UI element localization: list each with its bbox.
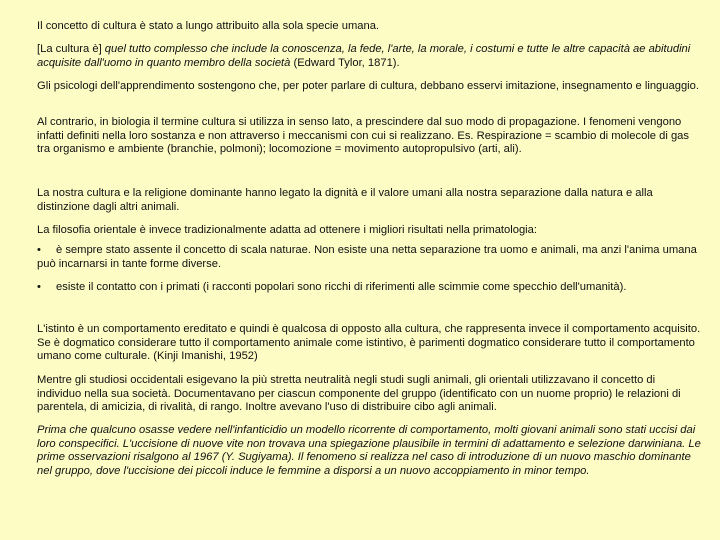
bullet-text: esiste il contatto con i primati (i racconti popolari sono ricchi di riferimenti alle scimmie come specchio dell'umanità). [56,281,627,293]
bullet-icon: • [37,281,41,293]
paragraph-infanticide: Prima che qualcuno osasse vedere nell'infanticidio un modello ricorrente di comportamento, molti giovani animali sono stati uccisi dai loro conspecifici. L'uccisione di nuove vite non trovava una spiegazione plausibile in termini di adattamento e selezione darwiniana. Le prime osservazioni risalgono al 1967 (Y. Sugiyama). Il fenomeno si realizza nel caso di introduzione di un nuovo maschio dominante nel gruppo, dove l'uccisione dei piccoli induce le femmine a disporsi a un nuovo accoppiamento in minor tempo. [37,424,701,477]
tylor-definition: quel tutto complesso che include la conoscenza, la fede, l'arte, la morale, i costumi e tutte le altre capacità ae abitudini acquisite dall'uomo in quanto membro della società [37,43,691,69]
bullet-text: è sempre stato assente il concetto di scala naturae. Non esiste una netta separazione tra uomo e animali, ma anzi l'anima umana può incarnarsi in tante forme diverse. [37,244,697,270]
paragraph-intro: Il concetto di cultura è stato a lungo attribuito alla sola specie umana. [37,20,380,32]
bullet-item-scala-naturae [37,244,701,271]
paragraph-our-culture: La nostra cultura e la religione dominante hanno legato la dignità e il valore umani alla nostra separazione dalla natura e alla distinzione dagli altri animali. [37,187,653,213]
bullet-icon: • [37,244,41,256]
paragraph-tylor-quote [37,43,701,70]
bullet-item-primate-contact [37,281,701,295]
paragraph-instinct: L'istinto è un comportamento ereditato e quindi è qualcosa di opposto alla cultura, che rappresenta invece il comportamento acquisito. Se è dogmatico considerare tutto il comportamento animale come istintivo, è parimenti dogmatico considerare tutto il comportamento umano come culturale. (Kinji Imanishi, 1952) [37,323,701,363]
tylor-citation: (Edward Tylor, 1871). [290,56,400,69]
paragraph-western-eastern-studies: Mentre gli studiosi occidentali esigevano la più stretta neutralità negli studi sugli animali, gli orientali utilizzavano il concetto di individuo nella sua società. Documentavano per ciascun componente del gruppo (identificato con un nuome proprio) le relazioni di parentela, di amicizia, di rivalità, di rango. Inoltre avevano l'uso di distribuire cibo agli animali. [37,374,681,414]
paragraph-biology: Al contrario, in biologia il termine cultura si utilizza in senso lato, a prescindere dal suo modo di propagazione. I fenomeni vengono infatti definiti nella loro sostanza e non attraverso i meccanismi con cui si realizzano. Es. Respirazione = scambio di molecole di gas tra organismo e ambiente (branchie, polmoni); locomozione = movimento autopropulsivo (arti, ali). [37,116,689,156]
tylor-lead: [La cultura è] [37,43,105,55]
paragraph-psychologists: Gli psicologi dell'apprendimento sostengono che, per poter parlare di cultura, debbano esservi imitazione, insegnamento e linguaggio. [37,80,699,92]
paragraph-eastern-philosophy: La filosofia orientale è invece tradizionalmente adatta ad ottenere i migliori risultati nella primatologia: [37,224,537,236]
